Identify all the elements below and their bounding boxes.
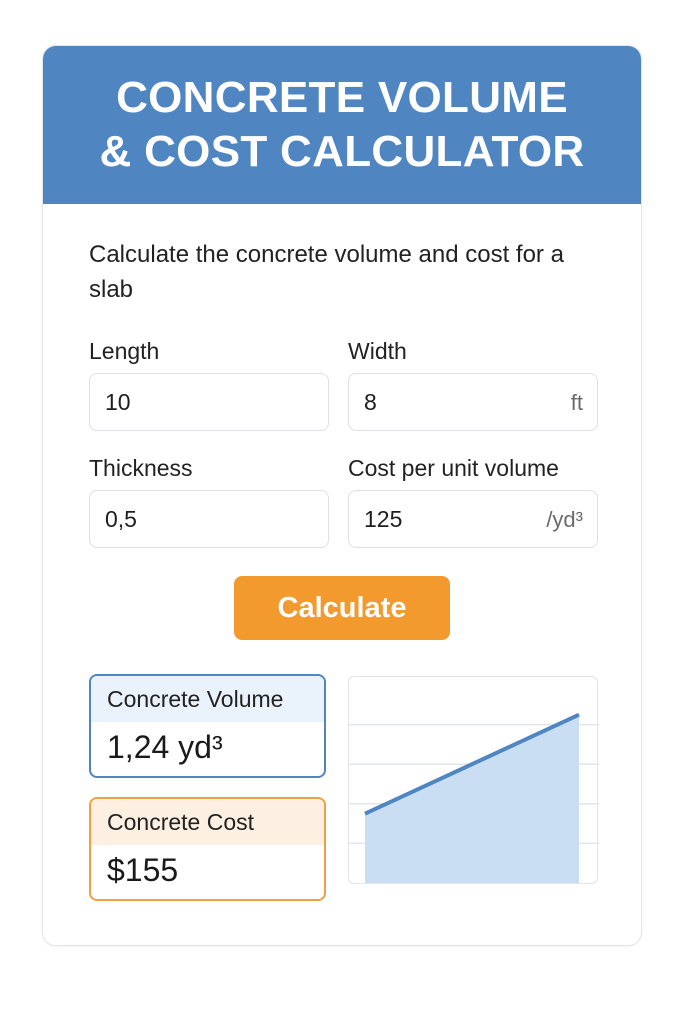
length-input[interactable] [89, 373, 329, 431]
description-text: Calculate the concrete volume and cost for a slab [89, 241, 564, 303]
cost-result-value: $155 [107, 852, 179, 888]
thickness-label: Thickness [89, 455, 193, 481]
header-banner [43, 46, 641, 204]
calculate-button[interactable]: Calculate [234, 576, 450, 640]
volume-cost-chart [348, 676, 598, 884]
cost-per-unit-input[interactable] [348, 490, 598, 548]
volume-result-label: Concrete Volume [91, 676, 324, 722]
thickness-value: 0,5 [105, 506, 137, 532]
length-value: 10 [105, 389, 131, 415]
width-input[interactable] [348, 373, 598, 431]
width-unit: ft [570, 390, 583, 415]
page-title: CONCRETE VOLUME & COST CALCULATOR [99, 73, 585, 176]
cost-per-unit-label: Cost per unit volume [348, 455, 559, 481]
length-label: Length [89, 338, 160, 364]
volume-result-box [89, 674, 326, 778]
volume-result-value: 1,24 yd³ [107, 729, 223, 765]
cost-result-label: Concrete Cost [91, 799, 324, 845]
cost-per-unit-unit: /yd³ [546, 507, 583, 532]
chart-svg [349, 677, 599, 885]
cost-per-unit-value: 125 [364, 506, 403, 532]
cost-result-box [89, 797, 326, 901]
calculator-card [42, 45, 642, 946]
width-label: Width [348, 338, 407, 364]
thickness-input[interactable] [89, 490, 329, 548]
width-value: 8 [364, 389, 377, 415]
